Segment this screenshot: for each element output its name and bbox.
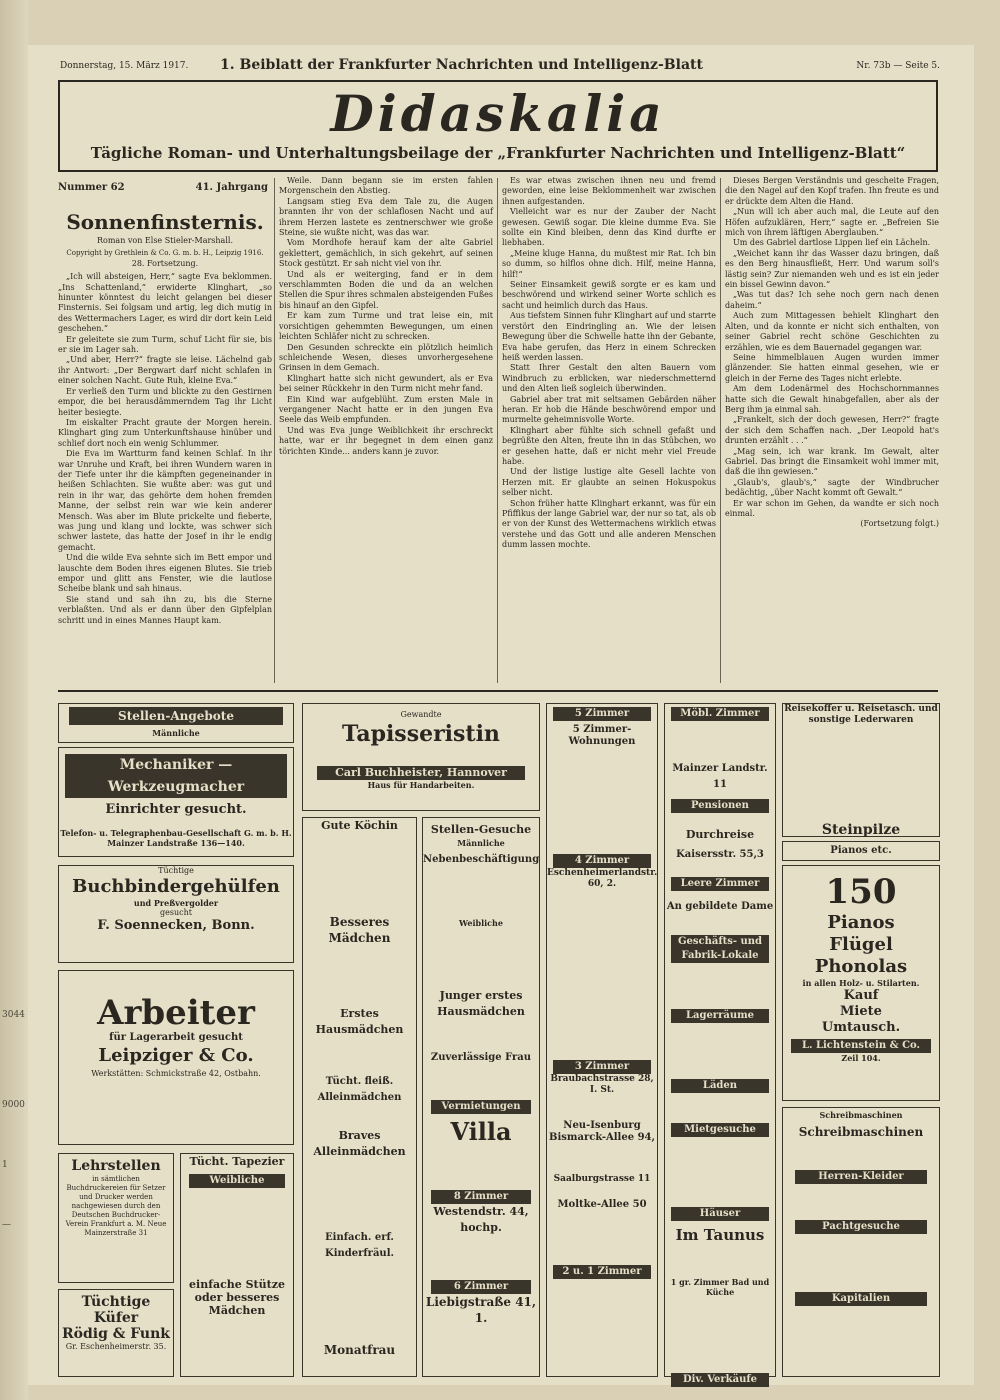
paragraph: Und die wilde Eva sehnte sich im Bett empor und lauschte dem Boden ihres eigenen Blutes. Sie trieb empor und glitt ans Fenster, wie die lautlose Scheibe blank und sah hinaus. — [58, 553, 272, 594]
paragraph: Seiner Einsamkeit gewiß sorgte er es kam und beschwörend und wirkend seiner Worte schlich es sacht und heimlich durch das Haus. — [502, 280, 716, 310]
to-be-continued: (Fortsetzung folgt.) — [860, 519, 939, 529]
ad-headline: Mainzer Landstr. 11 — [672, 763, 768, 790]
ad-line: Kauf — [843, 988, 879, 1003]
paragraph: Er verließ den Turm und blickte zu den Gestirnen empor, die bei herausdämmerndem Tag ihr Licht heiter besiegte. — [58, 386, 272, 417]
paragraph: Aus tiefstem Sinnen fuhr Klinghart auf und starrte verstört den Eindringling an. Wie der leisen Bewegung über die Schwelle hatte ihn der Gebante, Eva habe gerufen, das Herz in einem Schrecken heiß werden lassen. — [502, 311, 716, 362]
story-column-3 — [502, 176, 716, 686]
column-rule — [274, 178, 275, 683]
paragraph: „Glaub's, glaub's,“ sagte der Windbrucher bedächtig, „über Nacht kommt oft Gewalt.“ — [725, 477, 939, 498]
masthead-title: Didaskalia — [330, 84, 666, 143]
ad-gesucht: gesucht — [160, 908, 192, 917]
ad-headline: Tapisseristin — [342, 721, 500, 747]
header-title: 1. Beiblatt der Frankfurter Nachrichten und Intelligenz-Blatt — [220, 57, 703, 73]
ad-headline: Gute Köchin — [321, 819, 398, 832]
section-band: Geschäfts- und Fabrik-Lokale — [671, 935, 769, 963]
ad-subline: und Preßvergolder — [133, 898, 219, 908]
ad-buchbinder — [58, 865, 294, 963]
section-band: Vermietungen — [431, 1100, 531, 1114]
section-band: Herren-Kleider — [795, 1170, 927, 1184]
page-header — [60, 57, 940, 77]
paragraph: Klinghart aber fühlte sich schnell gefaßt und begrüßte den Alten, freute ihn in das Stübchen, wo er gesehen hatte, daß er nicht mehr viel Freude habe. — [502, 425, 716, 466]
ad-reisekoffer — [782, 703, 940, 837]
ad-headline: Kaisersstr. 55,3 — [676, 849, 764, 860]
classifieds-section — [58, 695, 940, 1385]
ad-line: Pianos — [827, 912, 895, 933]
masthead-subtitle: Tägliche Roman- und Unterhaltungsbeilage der „Frankfurter Nachrichten und Intelligenz-Blatt“ — [90, 144, 906, 162]
section-divider — [58, 690, 938, 692]
ad-headline: Tüchtige Küfer — [81, 1294, 151, 1326]
subsection-label: Männliche — [457, 838, 505, 848]
section-band: Pachtgesuche — [795, 1220, 927, 1234]
story-copyright: Copyright by Grethlein & Co. G. m. b. H., Leipzig 1916. — [66, 249, 264, 258]
story-author: Roman von Else Stieler-Marshall. — [97, 236, 233, 245]
paragraph: „Frankelt, sich der doch gewesen, Herr?“ fragte der sich dem Schaffen nach. „Der Leopold hat's drunten erzählt . . .“ — [725, 415, 939, 446]
ad-firm: Carl Buchheister, Hannover — [317, 766, 525, 780]
column-rule — [720, 178, 721, 683]
story-column-4 — [725, 176, 939, 686]
ad-subline: in allen Holz- u. Stilarten. — [802, 978, 920, 988]
ad-headline: Junger erstes Hausmädchen — [437, 989, 525, 1018]
ad-firm: L. Lichtenstein & Co. — [791, 1039, 931, 1053]
ad-column-hauspersonal — [302, 817, 417, 1377]
paragraph: Dieses Bergen Verständnis und gescheite Fragen, die den Nagel auf den Kopf trafen. Ihn freute es und er drückte dem Alten die Hand. — [725, 176, 939, 206]
header-date: Donnerstag, 15. März 1917. — [60, 61, 189, 71]
ad-arbeiter — [58, 970, 294, 1145]
ad-headline: Erstes Hausmädchen — [315, 1007, 404, 1036]
section-band: Häuser — [671, 1207, 769, 1221]
ad-headline: Neu-Isenburg Bismarck-Allee 94, — [549, 1120, 655, 1143]
ad-headline: Arbeiter — [97, 993, 255, 1033]
ad-headline: Saalburgstrasse 11 — [553, 1174, 651, 1184]
ad-headline: Durchreise — [685, 828, 755, 841]
paragraph: Klinghart hatte sich nicht gewundert, als er Eva bei seiner Rückkehr in den Turm nicht mehr fand. — [279, 373, 493, 394]
section-label: Pianos etc. — [830, 845, 892, 856]
ad-headline: Monatfrau — [323, 1343, 396, 1357]
ad-pianos-header — [782, 841, 940, 861]
section-band: Mietgesuche — [671, 1123, 769, 1137]
subsection-label: Weibliche — [459, 918, 503, 928]
paragraph: Auch zum Mittagessen behielt Klinghart den Alten, und da konnte er nicht sich enthalten, von seiner Gabriel recht schöne Geschichten zu erzählen, wie es dem Bauernadel gegangen war. — [725, 311, 939, 352]
ad-headline: Westendstr. 44, hochp. — [433, 1205, 529, 1234]
ad-headline: Zuverlässige Frau — [430, 1052, 532, 1063]
header-page-number: Nr. 73b — Seite 5. — [856, 61, 940, 71]
ad-column-zimmer — [664, 703, 776, 1385]
ad-line: Umtausch. — [821, 1020, 901, 1035]
ad-headline: Einfach. erf. Kinderfräul. — [325, 1232, 394, 1259]
paragraph: „Und aber, Herr?“ fragte sie leise. Lächelnd gab ihr Antwort: „Der Bergwart darf nicht schlafen in einer solchen Nacht. Gute Ruh, kleine Eva.“ — [58, 355, 272, 386]
ad-pianos — [782, 865, 940, 1101]
paragraph: Gabriel aber trat mit seltsamen Gebärden näher heran. Er hob die Hände beschwörend empor und murmelte geheimnisvolle Worte. — [502, 394, 716, 425]
paragraph: Langsam stieg Eva dem Tale zu, die Augen brannten ihr von der schlaflosen Nacht und auf ihrem Herzen lastete es zentnerschwer wie große Steine, sie wußte nicht, was das war. — [279, 196, 493, 238]
section-band: Stellen-Gesuche — [430, 823, 532, 836]
ad-firm: Rödig & Funk — [61, 1326, 170, 1342]
paragraph: Im eiskalter Pracht graute der Morgen herein. Klinghart ging zum Unterkunftshause hinüber und schlief dort noch ein wenig Schlummer. — [58, 417, 272, 448]
paragraph: Die Eva im Wartturm fand keinen Schlaf. In ihr war Unruhe und Kraft, bei ihren Wundern waren in der Tiefe unter ihr die kämpften gegeneinander in heißen Schlachten. Sie wußte aber: was gut und rein in ihr war, das gehörte dem hohen fremden Manne, der selbst rein war wie kein anderer Mensch. Was aber im Blute prickelte und fieberte, was jung und klang und lockte, was schwer sich schwer lastete, das hatte der Josef in ihr le endig gemacht. — [58, 449, 272, 552]
ad-subline: für Lagerarbeit gesucht — [109, 1032, 243, 1043]
ad-count: 150 — [825, 872, 897, 912]
ad-address: Gr. Eschenheimerstr. 35. — [65, 1342, 167, 1351]
paragraph: Vielleicht war es nur der Zauber der Nacht gewesen. Gewiß sogar. Die kleine dumme Eva. Sie sollte ein Kind bleiben, denn das Kind durfte er liebhaben. — [502, 207, 716, 248]
ad-headline: Liebigstraße 41, 1. — [425, 1295, 537, 1325]
ad-body: in sämtlichen Buchdruckereien für Setzer und Drucker werden nachgewiesen durch den Deutschen Buchdrucker-Verein Frankfurt a. M. Neue Mainzerstraße 31 — [65, 1175, 167, 1237]
issue-year: 41. Jahrgang — [195, 182, 268, 193]
paragraph: „Was tut das? Ich sehe noch gern nach denen daheim.“ — [725, 290, 939, 310]
paragraph: Statt Ihrer Gestalt den alten Bauern vom Windbruch zu erblicken, war niederschmetternd und den Alten ließ sogleich überwinden. — [502, 363, 716, 394]
ad-address: Mainzer Landstraße 136—140. — [107, 838, 245, 848]
column-rule — [497, 178, 498, 683]
ad-column-wohnungen — [546, 703, 658, 1377]
ad-headline: 1 gr. Zimmer Bad und Küche — [670, 1277, 770, 1297]
section-band: Kapitalien — [795, 1292, 927, 1306]
paragraph: Vom Mordhofe herauf kam der alte Gabriel geklettert, gemächlich, in sich gekehrt, auf seinen Stock gestützt. Er sah nicht viel von ihr. — [279, 238, 493, 269]
issue-number: Nummer 62 — [58, 182, 125, 193]
paragraph: „Nun will ich aber auch mal, die Leute auf den Höfen aufzuklären, Herr,“ sagte er. „Befreien Sie mich von ihrem läftigen Aberglauben.“ — [725, 207, 939, 238]
section-band: Div. Verkäufe — [671, 1373, 769, 1387]
ad-headline: Braves Alleinmädchen — [313, 1129, 406, 1158]
section-band: 6 Zimmer — [431, 1280, 531, 1294]
ad-column-stellengesuche — [422, 817, 540, 1377]
paragraph: Am dem Lodenärmel des Hochschornmannes hatte sich die Gewalt hinabgefallen, aber als der Berg ihm ja einmal sah. — [725, 384, 939, 414]
ad-kuefer — [58, 1289, 174, 1377]
ad-mechaniker — [58, 747, 294, 857]
paragraph: „Weichet kann ihr das Wasser dazu bringen, daß es den Berg hinausfließt, Herr. Und warum soll's lästig sein? Zur niemanden weh und es ist ein jeder ein bissel Gewinn davon.“ — [725, 248, 939, 290]
paragraph: Und als er weiterging, fand er in dem verschlammten Boden die und da an welchen Stellen die Spur ihres schmalen absteigenden Fußes bis hinauf an den Gipfel. — [279, 269, 494, 310]
paragraph: Er kam zum Turme und trat leise ein, mit vorsichtigen gehemmten Bewegungen, um einen leichten Schläfer nicht zu schrecken. — [279, 311, 493, 342]
subsection-label: Weibliche — [189, 1174, 285, 1188]
ad-headline: Eschenheimerlandstr. 60, 2. — [547, 868, 658, 889]
paragraph: Um des Gabriel dartlose Lippen lief ein Lächeln. — [733, 238, 931, 248]
ad-lehrstellen — [58, 1153, 174, 1283]
ad-headline: Tücht. Tapezier — [189, 1155, 285, 1168]
story-column-1 — [58, 194, 272, 686]
ad-line: Flügel — [829, 934, 893, 955]
ad-subline: Einrichter gesucht. — [105, 802, 247, 817]
paragraph: Seine himmelblauen Augen wurden immer glänzender. Sie hatten einmal gesehen, wie er gleich in der Ferne des Tages nicht erlebte. — [725, 352, 939, 383]
ad-headline: Mechaniker — Werkzeugmacher — [65, 754, 287, 798]
paragraph: „Meine kluge Hanna, du mußtest mir Rat. Ich bin so dumm, so hilflos ohne dich. Hilf, meine Hanna, hilf!“ — [502, 248, 716, 279]
ad-firm: F. Soennecken, Bonn. — [97, 918, 255, 933]
ad-pre: Gewandte — [400, 710, 442, 719]
section-band: 5 Zimmer — [553, 707, 651, 721]
ad-stellen-angebote-header — [58, 703, 294, 743]
ad-headline: Steinpilze — [821, 822, 901, 838]
ad-headline: Buchbindergehülfen — [72, 876, 280, 897]
ad-subline: Haus für Handarbeiten. — [367, 780, 475, 790]
ad-column-misc — [782, 1107, 940, 1377]
ad-headline: Besseres Mädchen — [328, 915, 391, 945]
section-band: 2 u. 1 Zimmer — [553, 1265, 651, 1279]
ad-headline: Lehrstellen — [71, 1158, 161, 1174]
paragraph: Und der listige lustige alte Gesell lachte von Herzen mit. Er glaubte an seinen Hokuspokus selber nicht. — [502, 467, 716, 498]
ad-headline: An gebildete Dame — [666, 901, 774, 912]
ad-headline: Schreibmaschinen — [798, 1125, 924, 1139]
ad-pre: Tüchtige — [158, 866, 194, 875]
ad-headline: 5 Zimmer-Wohnungen — [568, 724, 636, 747]
ad-address: Werkstätten: Schmickstraße 42, Ostbahn. — [91, 1069, 261, 1078]
ad-line: Miete — [840, 1004, 882, 1019]
section-label: Schreibmaschinen — [819, 1110, 903, 1120]
section-band: Stellen-Angebote — [69, 707, 283, 725]
ad-tapezier-stuetze — [180, 1153, 294, 1377]
ad-headline: Tücht. fleiß. Alleinmädchen — [317, 1076, 402, 1103]
paragraph: Schon früher hatte Klinghart erkannt, was für ein Pfiffikus der lange Gabriel war, der nur so tat, als ob er von der Kunst des Wettermachens wirklich etwas verstehe und das Gott und alle anderen Menschen dumm lassen mochte. — [502, 498, 716, 550]
paragraph: Weile. Dann begann sie im ersten fahlen Morgenschein den Abstieg. — [279, 176, 493, 196]
ad-stuetze: einfache Stütze oder besseres Mädchen — [189, 1278, 285, 1317]
ad-line: Phonolas — [814, 956, 908, 977]
story-column-2 — [279, 176, 493, 686]
section-band: Lagerräume — [671, 1009, 769, 1023]
ad-headline: Im Taunus — [675, 1226, 765, 1244]
margin-fragment: 3044 — [2, 1010, 25, 1020]
paragraph: „Ich will absteigen, Herr,“ sagte Eva beklommen. „Ins Schattenland,“ erwiderte Klinghart, „so hinunter könntest du leicht gelangen bei dieser Finsternis. Sei folgsam und artig, leg dich mutig in des Wettermachers Lager, es wird dir dort kein Leid geschehen.“ — [58, 272, 272, 334]
story-continuation: 28. Fortsetzung. — [131, 258, 199, 268]
margin-fragment: — — [2, 1220, 11, 1230]
ad-firm: Leipziger & Co. — [98, 1045, 254, 1066]
section-band: Möbl. Zimmer — [671, 707, 769, 721]
story-title: Sonnenfinsternis. — [66, 210, 264, 234]
margin-fragment: 1 — [2, 1160, 8, 1170]
ad-headline: Moltke-Allee 50 — [557, 1199, 647, 1210]
ad-headline: Reisekoffer u. Reisetasch. und sonstige Lederwaren — [784, 704, 938, 725]
ad-tapisseristin — [302, 703, 540, 811]
ad-headline: Braubachstrasse 28, I. St. — [550, 1074, 654, 1095]
paragraph: Ein Kind war aufgeblüht. Zum ersten Male in vergangener Nacht hatte er in den jungen Eva Seele das Weib empfunden. — [279, 394, 493, 425]
paragraph: Und was Eva junge Weiblichkeit ihr erschreckt hatte, war er ihr begegnet in dem einen ganz törichten Kinde... anders kann je zuvor. — [279, 425, 493, 456]
paragraph: Sie stand und sah ihn zu, bis die Sterne verblaßten. Und als er dann über den Gipfelplan schritt und in eines Mannes Haupt kam. — [58, 594, 272, 625]
section-band: Pensionen — [671, 799, 769, 813]
section-band: 4 Zimmer — [553, 854, 651, 868]
section-band: Läden — [671, 1079, 769, 1093]
ad-headline: Nebenbeschäftigung — [423, 854, 540, 865]
paragraph: Er war schon im Gehen, da wandte er sich noch einmal. — [725, 498, 939, 518]
paragraph: Er geleitete sie zum Turm, schuf Licht für sie, bis er sie im Lager sah. — [58, 334, 272, 355]
paragraph: Es war etwas zwischen ihnen neu und fremd geworden, eine leise Beklommenheit war zwischen ihnen aufgestanden. — [502, 176, 716, 206]
section-band: 3 Zimmer — [553, 1060, 651, 1074]
masthead — [58, 80, 938, 172]
paragraph: Den Gesunden schreckte ein plötzlich heimlich schleichende Wesen, dieses unvorhergesehene Grinsen in dem Gemach. — [279, 342, 493, 373]
ad-firm: Telefon- u. Telegraphenbau-Gesellschaft G. m. b. H. — [60, 828, 292, 838]
left-margin-strip — [0, 0, 28, 1400]
subsection-label: Männliche — [152, 728, 200, 738]
paragraph: „Mag sein, ich war krank. Im Gewalt, alter Gabriel. Das bringt die Einsamkeit wohl immer mit, daß die ihn gewiesen.“ — [725, 446, 939, 477]
ad-address: Zeil 104. — [841, 1053, 881, 1063]
section-band: Leere Zimmer — [671, 877, 769, 891]
margin-fragment: 9000 — [2, 1100, 25, 1110]
section-band: 8 Zimmer — [431, 1190, 531, 1204]
ad-headline: Villa — [450, 1117, 512, 1146]
